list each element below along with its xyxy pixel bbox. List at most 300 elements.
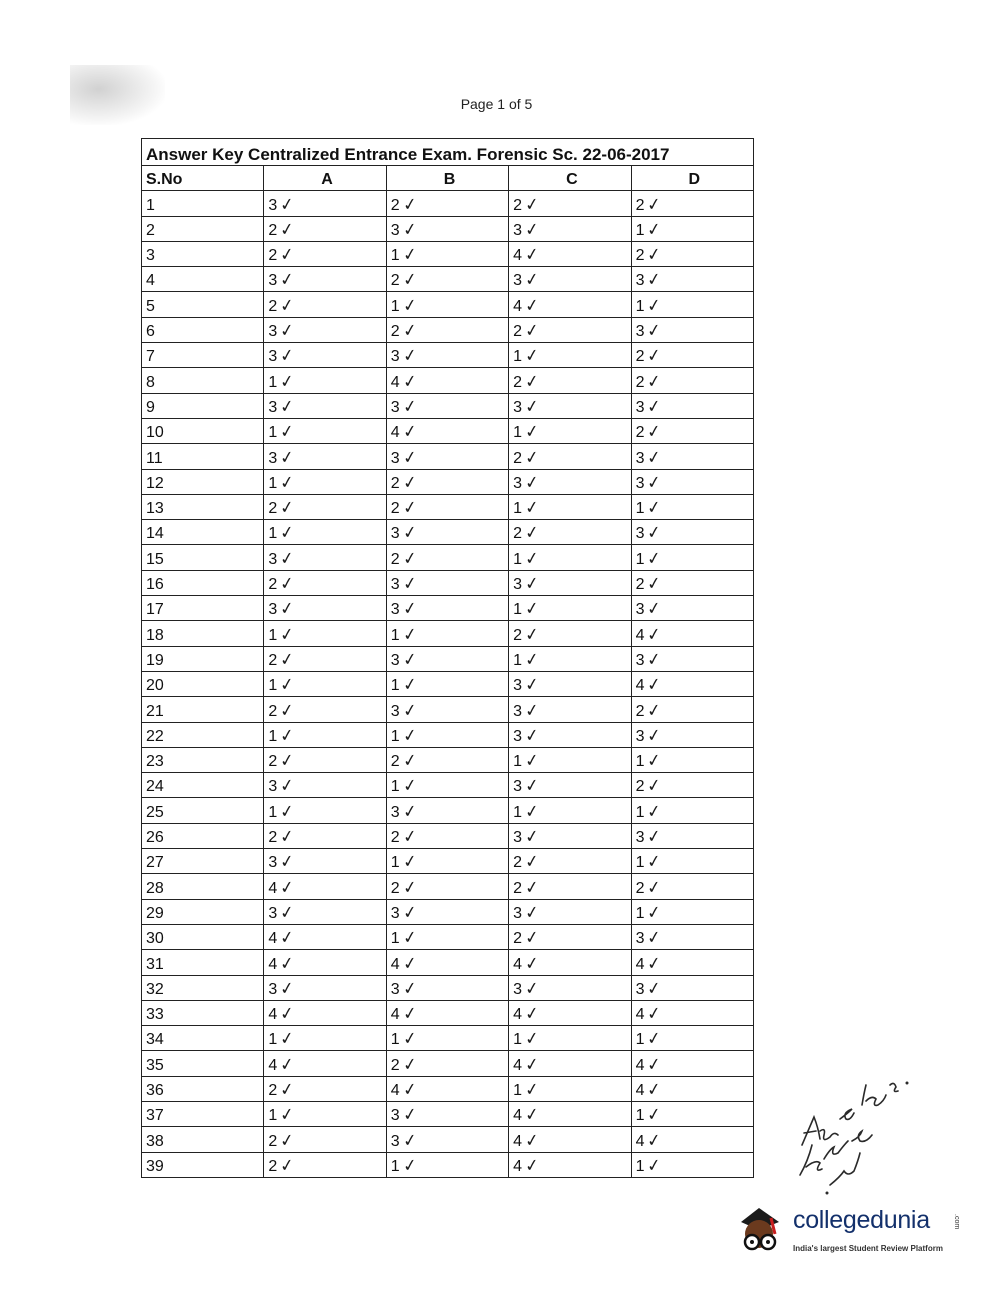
- checkmark-icon: ✓: [401, 826, 419, 848]
- serial-number: 10: [146, 424, 164, 442]
- checkmark-icon: ✓: [401, 446, 419, 469]
- checkmark-icon: ✓: [278, 826, 296, 848]
- checkmark-icon: ✓: [278, 674, 296, 697]
- cell-sno: [142, 520, 264, 545]
- answer-value: 1: [268, 1107, 278, 1125]
- checkmark-icon: ✓: [646, 598, 664, 621]
- cell-b: [386, 418, 508, 443]
- cell-sno: [142, 874, 264, 899]
- answer-value: 3: [635, 829, 645, 847]
- answer-value: 2: [268, 1157, 278, 1175]
- answer-value: 3: [390, 1107, 400, 1125]
- serial-number: 18: [146, 626, 164, 644]
- checkmark-icon: ✓: [278, 269, 296, 292]
- checkmark-icon: ✓: [523, 547, 541, 570]
- answer-value: 1: [635, 854, 645, 872]
- answer-value: 2: [513, 879, 523, 897]
- answer-value: 3: [268, 854, 278, 872]
- cell-c: [509, 216, 631, 241]
- checkmark-icon: ✓: [278, 699, 296, 722]
- answer-value: 1: [513, 803, 523, 821]
- checkmark-icon: ✓: [523, 370, 541, 393]
- serial-number: 28: [146, 879, 164, 897]
- cell-b: [386, 444, 508, 469]
- answer-value: 4: [635, 626, 645, 644]
- checkmark-icon: ✓: [278, 1003, 296, 1025]
- checkmark-icon: ✓: [646, 623, 664, 646]
- checkmark-icon: ✓: [646, 699, 664, 722]
- cell-d: [631, 621, 753, 646]
- answer-value: 3: [390, 1132, 400, 1150]
- checkmark-icon: ✓: [523, 876, 541, 899]
- table-row: [142, 393, 754, 418]
- answer-value: 4: [513, 297, 523, 315]
- cell-d: [631, 671, 753, 696]
- answer-value: 3: [390, 980, 400, 998]
- cell-d: [631, 722, 753, 747]
- checkmark-icon: ✓: [401, 497, 419, 520]
- cell-c: [509, 520, 631, 545]
- cell-b: [386, 1000, 508, 1025]
- serial-number: 2: [146, 221, 155, 239]
- cell-d: [631, 849, 753, 874]
- answer-value: 1: [513, 753, 523, 771]
- answer-value: 2: [635, 373, 645, 391]
- answer-value: 3: [268, 550, 278, 568]
- cell-sno: [142, 798, 264, 823]
- checkmark-icon: ✓: [278, 522, 296, 545]
- serial-number: 20: [146, 677, 164, 695]
- checkmark-icon: ✓: [278, 649, 296, 671]
- checkmark-icon: ✓: [646, 421, 664, 444]
- answer-value: 2: [635, 778, 645, 796]
- column-header-b: B: [386, 166, 508, 191]
- checkmark-icon: ✓: [523, 345, 541, 368]
- answer-value: 3: [390, 576, 400, 594]
- cell-a: [264, 520, 386, 545]
- answer-value: 2: [390, 879, 400, 897]
- cell-a: [264, 292, 386, 317]
- answer-value: 3: [390, 221, 400, 239]
- checkmark-icon: ✓: [523, 218, 541, 241]
- checkmark-icon: ✓: [646, 573, 664, 595]
- checkmark-icon: ✓: [646, 1003, 664, 1025]
- cell-sno: [142, 570, 264, 595]
- answer-value: 2: [268, 221, 278, 239]
- cell-d: [631, 773, 753, 798]
- cell-d: [631, 798, 753, 823]
- cell-sno: [142, 545, 264, 570]
- cell-sno: [142, 722, 264, 747]
- serial-number: 38: [146, 1132, 164, 1150]
- cell-b: [386, 773, 508, 798]
- cell-sno: [142, 899, 264, 924]
- cell-d: [631, 267, 753, 292]
- cell-c: [509, 570, 631, 595]
- cell-a: [264, 191, 386, 216]
- table-row: [142, 924, 754, 949]
- checkmark-icon: ✓: [523, 294, 541, 317]
- table-row: [142, 368, 754, 393]
- answer-value: 3: [635, 398, 645, 416]
- checkmark-icon: ✓: [523, 522, 541, 545]
- cell-c: [509, 621, 631, 646]
- cell-c: [509, 1051, 631, 1076]
- cell-c: [509, 773, 631, 798]
- answer-value: 2: [268, 576, 278, 594]
- cell-d: [631, 747, 753, 772]
- checkmark-icon: ✓: [646, 674, 664, 697]
- answer-value: 4: [513, 1132, 523, 1150]
- checkmark-icon: ✓: [646, 1053, 664, 1076]
- serial-number: 35: [146, 1056, 164, 1074]
- cell-c: [509, 671, 631, 696]
- cell-a: [264, 874, 386, 899]
- checkmark-icon: ✓: [278, 244, 296, 267]
- serial-number: 13: [146, 500, 164, 518]
- checkmark-icon: ✓: [401, 598, 419, 621]
- cell-sno: [142, 773, 264, 798]
- checkmark-icon: ✓: [646, 370, 664, 393]
- table-row: [142, 1051, 754, 1076]
- checkmark-icon: ✓: [523, 674, 541, 697]
- table-row: [142, 697, 754, 722]
- checkmark-icon: ✓: [278, 724, 296, 747]
- answer-value: 2: [390, 272, 400, 290]
- cell-sno: [142, 393, 264, 418]
- answer-value: 1: [635, 753, 645, 771]
- cell-b: [386, 267, 508, 292]
- cell-sno: [142, 924, 264, 949]
- cell-b: [386, 494, 508, 519]
- checkmark-icon: ✓: [646, 952, 664, 975]
- answer-value: 1: [635, 904, 645, 922]
- serial-number: 16: [146, 576, 164, 594]
- answer-value: 3: [390, 449, 400, 467]
- cell-b: [386, 823, 508, 848]
- cell-sno: [142, 950, 264, 975]
- cell-a: [264, 1101, 386, 1126]
- serial-number: 37: [146, 1107, 164, 1125]
- checkmark-icon: ✓: [278, 598, 296, 621]
- answer-key-table: [141, 138, 754, 1178]
- checkmark-icon: ✓: [523, 927, 541, 950]
- answer-value: 1: [268, 474, 278, 492]
- cell-c: [509, 596, 631, 621]
- checkmark-icon: ✓: [523, 952, 541, 975]
- cell-a: [264, 494, 386, 519]
- table-row: [142, 849, 754, 874]
- answer-value: 4: [635, 1056, 645, 1074]
- table-row: [142, 621, 754, 646]
- cell-sno: [142, 343, 264, 368]
- checkmark-icon: ✓: [646, 396, 664, 418]
- cell-b: [386, 317, 508, 342]
- serial-number: 23: [146, 753, 164, 771]
- answer-value: 1: [268, 727, 278, 745]
- answer-value: 1: [513, 550, 523, 568]
- cell-b: [386, 747, 508, 772]
- cell-d: [631, 874, 753, 899]
- checkmark-icon: ✓: [278, 218, 296, 241]
- cell-sno: [142, 671, 264, 696]
- answer-value: 4: [635, 955, 645, 973]
- serial-number: 1: [146, 196, 155, 214]
- table-row: [142, 950, 754, 975]
- cell-d: [631, 697, 753, 722]
- table-row: [142, 823, 754, 848]
- checkmark-icon: ✓: [523, 750, 541, 773]
- checkmark-icon: ✓: [523, 1104, 541, 1127]
- cell-b: [386, 924, 508, 949]
- cell-b: [386, 849, 508, 874]
- checkmark-icon: ✓: [646, 294, 664, 317]
- answer-value: 1: [513, 651, 523, 669]
- checkmark-icon: ✓: [278, 573, 296, 595]
- cell-sno: [142, 368, 264, 393]
- cell-a: [264, 849, 386, 874]
- table-row: [142, 444, 754, 469]
- cell-c: [509, 1000, 631, 1025]
- checkmark-icon: ✓: [401, 1028, 419, 1051]
- cell-sno: [142, 1152, 264, 1177]
- checkmark-icon: ✓: [523, 573, 541, 595]
- answer-value: 3: [513, 727, 523, 745]
- cell-c: [509, 747, 631, 772]
- cell-c: [509, 545, 631, 570]
- answer-value: 2: [513, 626, 523, 644]
- checkmark-icon: ✓: [278, 876, 296, 899]
- checkmark-icon: ✓: [523, 1028, 541, 1051]
- checkmark-icon: ✓: [646, 547, 664, 570]
- answer-value: 2: [635, 247, 645, 265]
- checkmark-icon: ✓: [401, 876, 419, 899]
- answer-value: 3: [635, 980, 645, 998]
- checkmark-icon: ✓: [278, 800, 296, 823]
- table-row: [142, 899, 754, 924]
- checkmark-icon: ✓: [523, 1079, 541, 1101]
- cell-c: [509, 393, 631, 418]
- checkmark-icon: ✓: [523, 446, 541, 469]
- checkmark-icon: ✓: [646, 193, 664, 216]
- checkmark-icon: ✓: [523, 826, 541, 848]
- table-row: [142, 418, 754, 443]
- cell-d: [631, 1076, 753, 1101]
- answer-value: 3: [513, 980, 523, 998]
- answer-value: 1: [268, 525, 278, 543]
- answer-value: 3: [635, 930, 645, 948]
- answer-value: 2: [390, 323, 400, 341]
- cell-d: [631, 520, 753, 545]
- cell-sno: [142, 267, 264, 292]
- table-row: [142, 747, 754, 772]
- answer-value: 2: [513, 930, 523, 948]
- table-row: [142, 292, 754, 317]
- answer-value: 1: [390, 1031, 400, 1049]
- serial-number: 15: [146, 550, 164, 568]
- answer-value: 2: [268, 500, 278, 518]
- answer-value: 3: [635, 727, 645, 745]
- cell-b: [386, 975, 508, 1000]
- answer-value: 1: [513, 1031, 523, 1049]
- answer-value: 4: [390, 373, 400, 391]
- serial-number: 29: [146, 904, 164, 922]
- cell-c: [509, 418, 631, 443]
- answer-value: 4: [635, 1006, 645, 1024]
- table-row: [142, 874, 754, 899]
- table-row: [142, 1076, 754, 1101]
- column-header-d: D: [631, 166, 753, 191]
- cell-a: [264, 621, 386, 646]
- column-header-sno: S.No: [142, 166, 264, 191]
- serial-number: 36: [146, 1081, 164, 1099]
- answer-value: 2: [513, 854, 523, 872]
- answer-value: 4: [635, 677, 645, 695]
- checkmark-icon: ✓: [278, 750, 296, 773]
- answer-value: 2: [635, 576, 645, 594]
- checkmark-icon: ✓: [646, 851, 664, 874]
- cell-sno: [142, 646, 264, 671]
- cell-sno: [142, 469, 264, 494]
- cell-c: [509, 874, 631, 899]
- cell-c: [509, 924, 631, 949]
- checkmark-icon: ✓: [646, 724, 664, 747]
- cell-b: [386, 671, 508, 696]
- checkmark-icon: ✓: [401, 269, 419, 292]
- cell-c: [509, 1026, 631, 1051]
- checkmark-icon: ✓: [401, 750, 419, 773]
- cell-a: [264, 1026, 386, 1051]
- answer-value: 2: [268, 753, 278, 771]
- cell-b: [386, 216, 508, 241]
- checkmark-icon: ✓: [523, 598, 541, 621]
- serial-number: 32: [146, 980, 164, 998]
- cell-b: [386, 292, 508, 317]
- answer-value: 3: [268, 323, 278, 341]
- answer-value: 1: [390, 297, 400, 315]
- answer-value: 4: [268, 1056, 278, 1074]
- checkmark-icon: ✓: [401, 370, 419, 393]
- scan-smudge: [70, 65, 165, 125]
- serial-number: 39: [146, 1157, 164, 1175]
- checkmark-icon: ✓: [401, 396, 419, 418]
- answer-value: 1: [513, 500, 523, 518]
- checkmark-icon: ✓: [401, 547, 419, 570]
- answer-value: 3: [268, 398, 278, 416]
- serial-number: 31: [146, 955, 164, 973]
- checkmark-icon: ✓: [646, 1154, 664, 1177]
- cell-b: [386, 697, 508, 722]
- checkmark-icon: ✓: [278, 345, 296, 368]
- checkmark-icon: ✓: [401, 471, 419, 494]
- cell-d: [631, 368, 753, 393]
- cell-b: [386, 722, 508, 747]
- checkmark-icon: ✓: [523, 800, 541, 823]
- cell-b: [386, 545, 508, 570]
- cell-d: [631, 191, 753, 216]
- serial-number: 5: [146, 297, 155, 315]
- checkmark-icon: ✓: [523, 1129, 541, 1152]
- checkmark-icon: ✓: [278, 471, 296, 494]
- answer-value: 3: [268, 272, 278, 290]
- answer-value: 2: [390, 196, 400, 214]
- cell-b: [386, 621, 508, 646]
- answer-value: 3: [635, 449, 645, 467]
- cell-c: [509, 1101, 631, 1126]
- answer-value: 2: [635, 879, 645, 897]
- checkmark-icon: ✓: [278, 193, 296, 216]
- cell-c: [509, 722, 631, 747]
- checkmark-icon: ✓: [646, 649, 664, 671]
- cell-b: [386, 950, 508, 975]
- cell-sno: [142, 697, 264, 722]
- checkmark-icon: ✓: [401, 573, 419, 595]
- table-row: [142, 1127, 754, 1152]
- answer-value: 1: [390, 727, 400, 745]
- cell-b: [386, 191, 508, 216]
- checkmark-icon: ✓: [401, 1129, 419, 1152]
- answer-value: 2: [635, 702, 645, 720]
- cell-c: [509, 1076, 631, 1101]
- checkmark-icon: ✓: [278, 446, 296, 469]
- answer-value: 2: [513, 525, 523, 543]
- answer-value: 2: [268, 651, 278, 669]
- checkmark-icon: ✓: [401, 294, 419, 317]
- checkmark-icon: ✓: [646, 902, 664, 924]
- checkmark-icon: ✓: [278, 421, 296, 444]
- checkmark-icon: ✓: [646, 244, 664, 267]
- cell-d: [631, 317, 753, 342]
- serial-number: 19: [146, 651, 164, 669]
- cell-sno: [142, 596, 264, 621]
- cell-sno: [142, 1101, 264, 1126]
- cell-sno: [142, 241, 264, 266]
- cell-c: [509, 444, 631, 469]
- checkmark-icon: ✓: [523, 396, 541, 418]
- serial-number: 3: [146, 247, 155, 265]
- answer-value: 3: [513, 272, 523, 290]
- cell-b: [386, 1101, 508, 1126]
- answer-value: 3: [513, 474, 523, 492]
- answer-value: 2: [268, 297, 278, 315]
- cell-a: [264, 1152, 386, 1177]
- page-number-label: Page 1 of 5: [460, 96, 533, 112]
- cell-d: [631, 494, 753, 519]
- cell-d: [631, 292, 753, 317]
- answer-value: 3: [268, 904, 278, 922]
- cell-sno: [142, 823, 264, 848]
- checkmark-icon: ✓: [646, 1079, 664, 1101]
- cell-a: [264, 975, 386, 1000]
- table-row: [142, 241, 754, 266]
- answer-value: 1: [390, 930, 400, 948]
- cell-d: [631, 545, 753, 570]
- answer-value: 3: [513, 677, 523, 695]
- answer-value: 1: [635, 500, 645, 518]
- serial-number: 8: [146, 373, 155, 391]
- answer-value: 1: [268, 803, 278, 821]
- checkmark-icon: ✓: [523, 902, 541, 924]
- checkmark-icon: ✓: [523, 724, 541, 747]
- checkmark-icon: ✓: [278, 851, 296, 874]
- answer-value: 3: [513, 904, 523, 922]
- cell-d: [631, 570, 753, 595]
- table-row: [142, 1000, 754, 1025]
- column-header-c: C: [509, 166, 631, 191]
- answer-value: 4: [513, 955, 523, 973]
- cell-d: [631, 241, 753, 266]
- cell-sno: [142, 191, 264, 216]
